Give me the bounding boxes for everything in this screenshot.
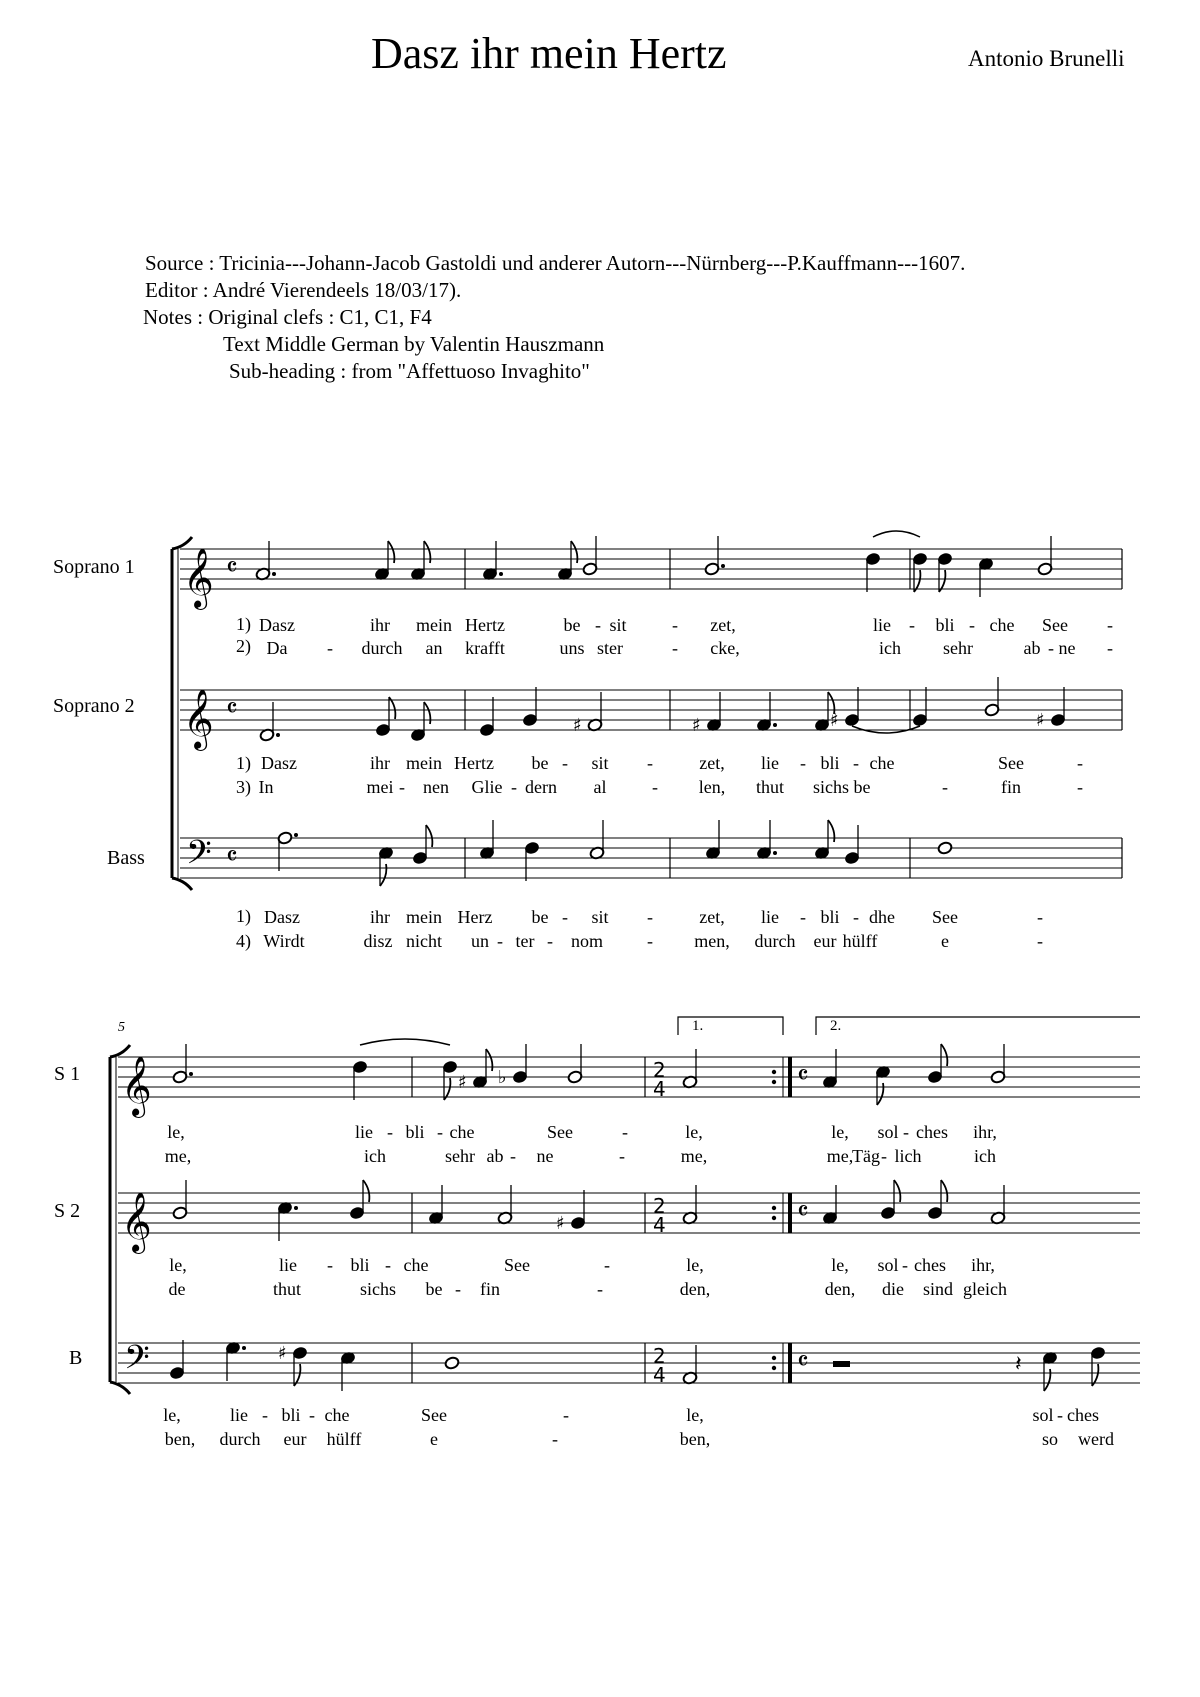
lyric-b-v1: sol [1032, 1405, 1054, 1425]
lyric-b-v2: e [430, 1429, 438, 1449]
volta-2-label: 2. [830, 1018, 842, 1034]
time-2: 2 [653, 1344, 666, 1368]
note-flag [941, 1180, 947, 1202]
lyric-s1-v1: mein [416, 615, 452, 635]
lyric-b-v1: ches [1067, 1405, 1099, 1425]
lyric-s2-v1: sol [877, 1255, 899, 1275]
lyric-b-v2: nicht [406, 931, 442, 951]
lyric-b-v2: men, [694, 931, 730, 951]
lyric-s2-v1: Hertz [454, 753, 494, 773]
lyric-s1-v1: ches [916, 1122, 948, 1142]
lyric-s2-v1: - [385, 1255, 391, 1275]
lyric-b-v2: durch [219, 1429, 261, 1449]
lyric-s1-v1: zet, [710, 615, 736, 635]
lyric-b-v2: disz [363, 931, 393, 951]
note-flag [424, 702, 430, 724]
lyric-s2-v1: bli [350, 1255, 370, 1275]
bass-clef: 𝄢 [186, 834, 212, 880]
lyric-s1-v1: lie [355, 1122, 373, 1142]
lyric-b-v2: ben, [679, 1429, 711, 1449]
note-flag [424, 541, 430, 563]
lyric-s1-v2: me, [680, 1146, 708, 1166]
lyric-s1-v2: an [425, 638, 443, 658]
lyric-b-v2: - [1037, 931, 1043, 951]
lyric-s2-v2: mei [366, 777, 394, 797]
lyric-b-v1: le, [686, 1405, 704, 1425]
time-4: 4 [653, 1213, 666, 1237]
lyric-s2-v1: - [853, 753, 859, 773]
time-2: 2 [653, 1194, 666, 1218]
note-flag [941, 1044, 947, 1066]
accidental: ♯ [458, 1072, 467, 1093]
lyric-s2-v2: thut [755, 777, 785, 797]
lyric-b-v1: mein [406, 907, 442, 927]
note-flag [828, 820, 834, 842]
lyric-s1-v2: - [672, 638, 678, 658]
lyric-s2-v2: fin [1001, 777, 1021, 797]
lyric-s2-v2: be [425, 1279, 443, 1299]
tie [873, 531, 920, 537]
lyric-s1-v2: ich [974, 1146, 996, 1166]
note-dot [294, 1206, 298, 1210]
lyric-s2-v1: mein [406, 753, 442, 773]
repeat-dot [772, 1356, 776, 1360]
lyric-s1-v1: sol [877, 1122, 899, 1142]
lyric-s2-v1: che [869, 753, 895, 773]
accidental: ♯ [573, 715, 582, 736]
lyric-s1-v2: krafft [465, 638, 505, 658]
lyric-s2-v1: - [647, 753, 653, 773]
lyric-b-v2: e [941, 931, 949, 951]
lyric-s2-v2: al [593, 777, 607, 797]
accidental: ♯ [278, 1343, 287, 1364]
lyric-s1-v1: See [1042, 615, 1068, 635]
lyric-s2-v2: nen [423, 777, 449, 797]
lyric-s1-v1: - [595, 615, 601, 635]
lyric-b-v1: - [853, 907, 859, 927]
lyric-b-v1: - [1037, 907, 1043, 927]
note-dot [276, 733, 280, 737]
staff-label-soprano2: Soprano 2 [53, 695, 135, 717]
text-note: Text Middle German by Valentin Hauszmann [223, 332, 605, 356]
lyric-s1-v1: - [387, 1122, 393, 1142]
accidental: ♯ [692, 715, 701, 736]
lyric-s1-v2: Täg [852, 1146, 880, 1166]
lyric-s1-v1: - [1107, 615, 1113, 635]
lyric-s1-v1: ihr [370, 615, 390, 635]
lyric-s2-v2: - [455, 1279, 461, 1299]
volta-1-bracket [678, 1017, 783, 1035]
lyric-b-v1: - [309, 1405, 315, 1425]
staff-label-s2: S 2 [54, 1200, 81, 1222]
time-2: 2 [653, 1058, 666, 1082]
note-flag [388, 541, 394, 563]
common-time: 𝄴 [797, 1347, 809, 1377]
lyric-b-v1: Herz [457, 907, 493, 927]
lyric-b-v1: - [647, 907, 653, 927]
lyric-b-v1: - [1057, 1405, 1063, 1425]
lyric-b-v2: hülff [842, 931, 878, 951]
lyric-s2-v1: lie [761, 753, 779, 773]
note-dot [294, 833, 298, 837]
lyric-b-v1: - [563, 1405, 569, 1425]
lyric-b-v1: lie [230, 1405, 248, 1425]
volta-2-bracket [816, 1017, 1140, 1035]
lyric-s2-v2: - [399, 777, 405, 797]
clefs-note: Notes : Original clefs : C1, C1, F4 [143, 305, 432, 329]
lyric-b-v1: le, [163, 1405, 181, 1425]
verse-number: 1) [236, 906, 251, 926]
treble-clef: 𝄞 [183, 689, 214, 749]
lyric-s1-v1: che [989, 615, 1015, 635]
lyric-s2-v1: che [403, 1255, 429, 1275]
note-flag [894, 1180, 900, 1202]
lyric-s1-v2: durch [361, 638, 403, 658]
lyric-s2-v2: In [258, 777, 274, 797]
lyric-b-v2: - [497, 931, 503, 951]
lyric-b-v1: sit [591, 907, 609, 927]
lyric-s2-v2: fin [480, 1279, 500, 1299]
note-flag [877, 1083, 883, 1105]
lyric-s2-v2: be [853, 777, 871, 797]
lyric-b-v1: lie [761, 907, 779, 927]
note-dot [189, 1072, 193, 1076]
lyric-b-v2: ben, [164, 1429, 196, 1449]
accidental: ♯ [556, 1213, 565, 1234]
lyric-s1-v2: ich [879, 638, 901, 658]
staff-label-soprano1: Soprano 1 [53, 556, 135, 578]
note-head [444, 1356, 460, 1370]
lyric-s1-v1: Dasz [259, 615, 295, 635]
lyric-b-v1: che [324, 1405, 350, 1425]
lyric-s1-v1: Hertz [465, 615, 505, 635]
verse-number: 2) [236, 636, 251, 656]
lyric-s2-v2: - [1077, 777, 1083, 797]
lyric-b-v2: - [647, 931, 653, 951]
lyric-s2-v1: lie [279, 1255, 297, 1275]
repeat-dot [772, 1366, 776, 1370]
lyric-s1-v1: lie [873, 615, 891, 635]
lyric-b-v1: zet, [699, 907, 725, 927]
tie [360, 1039, 450, 1045]
bass-clef: 𝄢 [124, 1339, 150, 1385]
staff-label-s1: S 1 [54, 1063, 81, 1085]
lyric-s1-v2: sehr [445, 1146, 475, 1166]
source-line: Source : Tricinia---Johann-Jacob Gastoldi und anderer Autorn---Nürnberg---P.Kauffmann---1607. [145, 251, 966, 275]
lyric-s1-v1: le, [685, 1122, 703, 1142]
lyric-s1-v2: lich [894, 1146, 922, 1166]
lyric-s1-v2: - [327, 638, 333, 658]
lyric-s1-v1: - [969, 615, 975, 635]
lyric-s2-v1: See [998, 753, 1024, 773]
staff-label-bass: Bass [107, 847, 145, 869]
common-time: 𝄴 [226, 553, 238, 583]
lyric-s1-v2: me, [164, 1146, 192, 1166]
lyric-b-v1: bli [281, 1405, 301, 1425]
lyric-s1-v2: - [1048, 638, 1054, 658]
lyric-s1-v1: - [903, 1122, 909, 1142]
lyric-s2-v2: - [942, 777, 948, 797]
lyric-s1-v2: sehr [943, 638, 973, 658]
measure-number: 5 [118, 1020, 125, 1035]
repeat-dot [772, 1216, 776, 1220]
lyric-b-v1: ihr [370, 907, 390, 927]
accidental: ♯ [830, 710, 839, 731]
lyric-s2-v2: den, [824, 1279, 856, 1299]
quarter-rest: 𝄽 [1015, 1352, 1022, 1377]
lyric-s2-v2: - [511, 777, 517, 797]
lyric-b-v2: un [471, 931, 489, 951]
editor-line: Editor : André Vierendeels 18/03/17). [145, 278, 462, 302]
treble-clef: 𝄞 [121, 1192, 152, 1252]
lyric-b-v1: bli [820, 907, 840, 927]
lyric-s2-v1: - [562, 753, 568, 773]
common-time: 𝄴 [226, 694, 238, 724]
lyric-b-v1: Dasz [264, 907, 300, 927]
lyric-s2-v1: le, [169, 1255, 187, 1275]
lyric-b-v2: werd [1078, 1429, 1114, 1449]
note-dot [773, 723, 777, 727]
lyric-s2-v2: sind [922, 1279, 954, 1299]
note-dot [499, 572, 503, 576]
lyric-s2-v2: gleich [963, 1279, 1007, 1299]
lyric-s1-v2: - [881, 1146, 887, 1166]
composer-name: Antonio Brunelli [968, 46, 1125, 71]
lyric-s1-v2: ne [536, 1146, 554, 1166]
repeat-dot [772, 1070, 776, 1074]
common-time: 𝄴 [797, 1197, 809, 1227]
note-dot [773, 851, 777, 855]
staff-label-b: B [69, 1347, 83, 1369]
lyric-s1-v2: - [1107, 638, 1113, 658]
lyric-s2-v1: - [902, 1255, 908, 1275]
lyric-s1-v1: bli [405, 1122, 425, 1142]
lyric-b-v2: eur [283, 1429, 307, 1449]
lyric-b-v2: ter [515, 931, 535, 951]
lyric-s2-v1: - [1077, 753, 1083, 773]
note-head [937, 841, 953, 855]
lyric-s1-v1: che [449, 1122, 475, 1142]
lyric-s2-v1: sit [591, 753, 609, 773]
lyric-s1-v1: le, [831, 1122, 849, 1142]
time-4: 4 [653, 1077, 666, 1101]
note-flag [363, 1180, 369, 1202]
lyric-s1-v1: ihr, [973, 1122, 997, 1142]
repeat-dot [772, 1206, 776, 1210]
note-dot [242, 1346, 246, 1350]
lyric-s1-v1: - [909, 615, 915, 635]
lyric-s2-v2: len, [698, 777, 726, 797]
accidental: ♭ [498, 1067, 507, 1088]
lyric-s2-v1: le, [831, 1255, 849, 1275]
lyric-s2-v2: sichs [360, 1279, 396, 1299]
lyric-s1-v1: le, [167, 1122, 185, 1142]
lyric-s2-v2: die [882, 1279, 904, 1299]
lyric-s2-v1: ihr [370, 753, 390, 773]
lyric-s2-v1: - [327, 1255, 333, 1275]
verse-number: 1) [236, 614, 251, 634]
lyric-b-v2: nom [570, 931, 604, 951]
lyric-s1-v1: bli [935, 615, 955, 635]
lyric-s2-v2: thut [272, 1279, 302, 1299]
note-flag [1044, 1369, 1050, 1391]
verse-number: 1) [236, 753, 251, 773]
common-time: 𝄴 [226, 842, 238, 872]
note-flag [426, 825, 432, 847]
repeat-dot [772, 1080, 776, 1084]
subheading-note: Sub-heading : from "Affettuoso Invaghito" [229, 359, 590, 383]
treble-clef: 𝄞 [121, 1056, 152, 1116]
lyric-b-v1: be [531, 907, 549, 927]
verse-number: 4) [236, 931, 251, 951]
volta-1-label: 1. [692, 1018, 704, 1034]
treble-clef: 𝄞 [183, 548, 214, 608]
note-flag [486, 1049, 492, 1071]
lyric-s2-v2: - [652, 777, 658, 797]
lyric-s2-v1: be [531, 753, 549, 773]
lyric-b-v1: See [421, 1405, 447, 1425]
lyric-s2-v1: bli [820, 753, 840, 773]
lyric-s2-v1: - [604, 1255, 610, 1275]
lyric-b-v2: - [552, 1429, 558, 1449]
lyric-s1-v2: ab [1023, 638, 1041, 658]
lyric-s1-v2: - [619, 1146, 625, 1166]
lyric-s1-v2: ne [1058, 638, 1076, 658]
lyric-s2-v1: ihr, [971, 1255, 995, 1275]
common-time: 𝄴 [797, 1061, 809, 1091]
note-dot [721, 564, 725, 568]
lyric-b-v2: Wirdt [263, 931, 305, 951]
lyric-s2-v1: See [504, 1255, 530, 1275]
lyric-b-v2: hülff [326, 1429, 362, 1449]
lyric-s1-v2: ster [597, 638, 623, 658]
lyric-s1-v1: sit [609, 615, 627, 635]
lyric-b-v1: - [562, 907, 568, 927]
lyric-s2-v2: Glie [471, 777, 503, 797]
lyric-s1-v1: See [547, 1122, 573, 1142]
lyric-b-v2: - [547, 931, 553, 951]
lyric-s1-v1: - [672, 615, 678, 635]
lyric-s1-v1: - [622, 1122, 628, 1142]
lyric-s1-v2: uns [559, 638, 585, 658]
lyric-b-v2: so [1041, 1429, 1059, 1449]
lyric-s2-v1: Dasz [261, 753, 297, 773]
lyric-s2-v2: dern [525, 777, 557, 797]
lyric-s2-v2: - [597, 1279, 603, 1299]
lyric-b-v2: eur [813, 931, 837, 951]
lyric-s1-v1: be [563, 615, 581, 635]
half-rest [833, 1361, 850, 1367]
lyric-s1-v2: ich [364, 1146, 386, 1166]
lyric-s1-v2: Da [266, 638, 288, 658]
lyric-b-v2: durch [754, 931, 796, 951]
lyric-s1-v2: me, [826, 1146, 854, 1166]
note-dot [272, 572, 276, 576]
lyric-s2-v2: de [168, 1279, 186, 1299]
lyric-s1-v2: ab [486, 1146, 504, 1166]
note-flag [380, 864, 386, 886]
piece-title: Dasz ihr mein Hertz [371, 29, 727, 78]
time-4: 4 [653, 1363, 666, 1387]
note-flag [571, 541, 577, 563]
lyric-s1-v1: - [437, 1122, 443, 1142]
lyric-s2-v2: den, [679, 1279, 711, 1299]
lyric-b-v1: dhe [869, 907, 895, 927]
lyric-s1-v2: - [510, 1146, 516, 1166]
lyric-s1-v2: cke, [710, 638, 740, 658]
lyric-b-v1: - [800, 907, 806, 927]
lyric-s2-v1: ches [914, 1255, 946, 1275]
accidental: ♯ [1036, 710, 1045, 731]
lyric-s2-v1: - [800, 753, 806, 773]
lyric-b-v1: See [932, 907, 958, 927]
lyric-b-v1: - [262, 1405, 268, 1425]
lyric-s2-v2: sichs [813, 777, 849, 797]
verse-number: 3) [236, 777, 251, 797]
lyric-s2-v1: zet, [699, 753, 725, 773]
lyric-s2-v1: le, [686, 1255, 704, 1275]
